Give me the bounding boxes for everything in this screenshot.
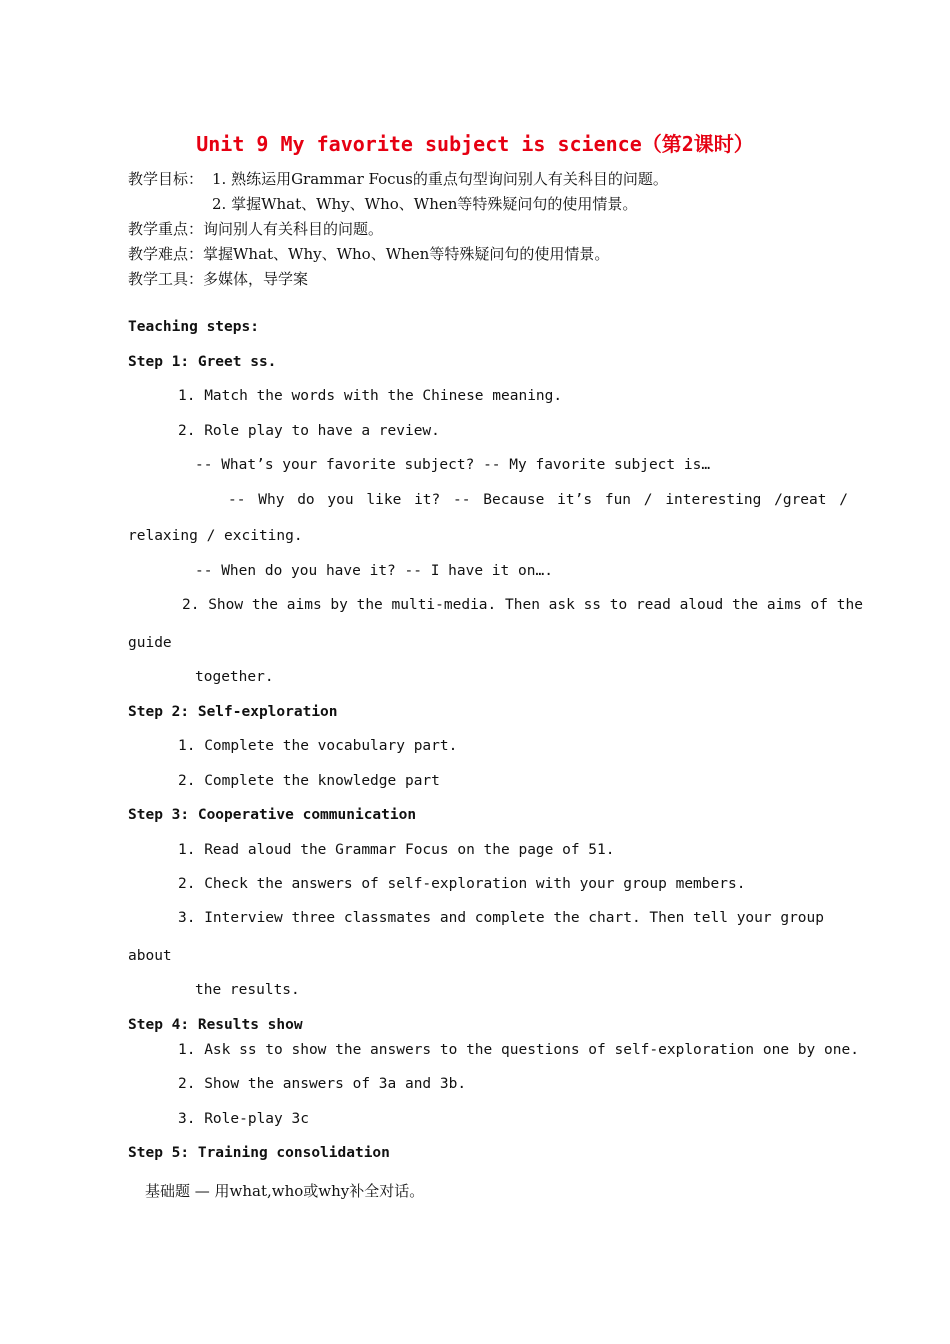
step5-heading: Step 5: Training consolidation xyxy=(128,1145,390,1161)
difficulties: 教学难点：掌握What、Why、Who、When等特殊疑问句的使用情景。 xyxy=(128,245,610,263)
step3-item2: 2. Check the answers of self-exploration with your group members. xyxy=(178,876,746,892)
step1-item2: 2. Role play to have a review. xyxy=(178,423,440,439)
step1-item3-cont1: guide xyxy=(128,635,172,651)
objective-2: 2. 掌握What、Why、Who、When等特殊疑问句的使用情景。 xyxy=(212,195,638,213)
objectives-label: 教学目标： xyxy=(128,170,204,188)
step1-dialog2: -- Why do you like it? -- Because it’s fun / interesting /great / xyxy=(228,492,848,508)
step1-item3-cont2: together. xyxy=(195,669,274,685)
step3-item3-cont2: the results. xyxy=(195,982,300,998)
step1-dialog2-cont: relaxing / exciting. xyxy=(128,528,303,544)
step5-basic: 基础题 — 用what,who或why补全对话。 xyxy=(145,1182,425,1200)
step1-item1: 1. Match the words with the Chinese meaning. xyxy=(178,388,563,404)
step2-heading: Step 2: Self-exploration xyxy=(128,704,338,720)
step3-heading: Step 3: Cooperative communication xyxy=(128,807,417,823)
step2-item1: 1. Complete the vocabulary part. xyxy=(178,738,458,754)
step4-item2: 2. Show the answers of 3a and 3b. xyxy=(178,1076,467,1092)
step4-heading: Step 4: Results show xyxy=(128,1017,303,1033)
objective-1: 1. 熟练运用Grammar Focus的重点句型询问别人有关科目的问题。 xyxy=(212,170,668,188)
step4-item3: 3. Role-play 3c xyxy=(178,1111,309,1127)
step1-dialog3: -- When do you have it? -- I have it on…. xyxy=(195,563,553,579)
step1-dialog1: -- What’s your favorite subject? -- My favorite subject is… xyxy=(195,457,711,473)
key-points: 教学重点：询问别人有关科目的问题。 xyxy=(128,220,384,238)
step3-item3: 3. Interview three classmates and complete the chart. Then tell your group xyxy=(178,910,825,926)
step1-item3: 2. Show the aims by the multi-media. Then ask ss to read aloud the aims of the xyxy=(182,597,863,613)
step1-heading: Step 1: Greet ss. xyxy=(128,354,277,370)
teaching-tools: 教学工具：多媒体，导学案 xyxy=(128,270,309,288)
step4-item1: 1. Ask ss to show the answers to the questions of self-exploration one by one. xyxy=(178,1042,859,1058)
step2-item2: 2. Complete the knowledge part xyxy=(178,773,440,789)
teaching-steps-heading: Teaching steps: xyxy=(128,319,259,335)
document-title: Unit 9 My favorite subject is science（第2课时） xyxy=(196,132,754,156)
step3-item3-cont1: about xyxy=(128,948,172,964)
step3-item1: 1. Read aloud the Grammar Focus on the page of 51. xyxy=(178,842,615,858)
